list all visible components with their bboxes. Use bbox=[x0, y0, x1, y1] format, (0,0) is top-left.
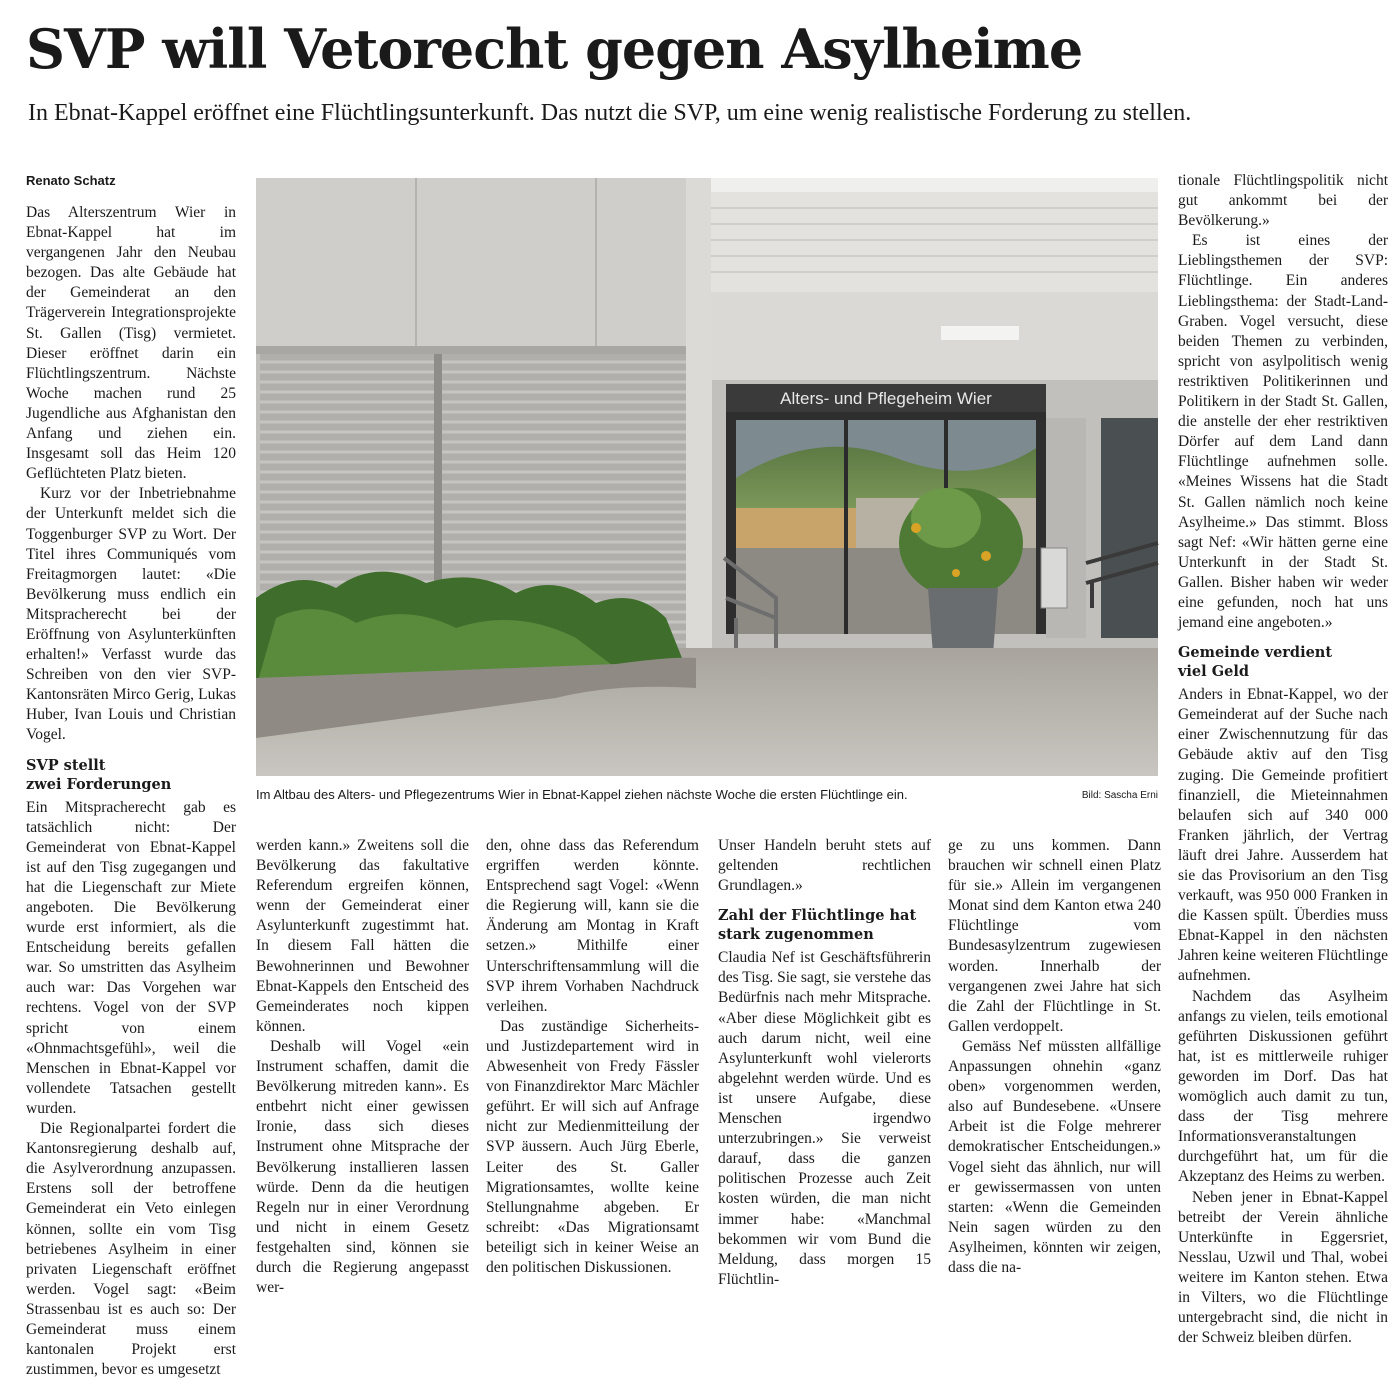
article-column-3 bbox=[486, 836, 699, 1296]
subheading-line: stark zugenommen bbox=[718, 926, 874, 944]
paragraph: Claudia Nef ist Geschäftsführerin des Tisg. Sie sagt, sie verstehe das Bedürfnis nach mehr Mitsprache. «Aber diese Möglichkeit gibt es auch darum nicht, weil eine Asylunterkunft wohl vielerorts abgelehnt werden würde. Und es ist unsere Aufgabe, diese Menschen irgendwo unterzubringen.» Sie verweist darauf, dass die ganzen politischen Prozesse auch Zeit kosten würden, die man nicht immer habe: «Manchmal bekommen wir vom Bund die Meldung, dass morgen 15 Flüchtlin- bbox=[718, 949, 931, 1288]
subheading-line: viel Geld bbox=[1178, 663, 1249, 681]
author-byline: Renato Schatz bbox=[26, 173, 116, 188]
paragraph: Das zuständige Sicherheits- und Justizdepartement wird in Abwesenheit von Fredy Fässler von Finanzdirektor Marc Mächler geführt. Er will sich auf Anfrage nicht zur Medienmitteilung der SVP äussern. Auch Jürg Eberle, Leiter des St. Galler Migrationsamtes, wollte keine Stellungnahme abgeben. Er schreibt: «Das Migrationsamt beteiligt sich in keiner Weise an den politischen Diskussionen. bbox=[486, 1017, 699, 1276]
paragraph: Kurz vor der Inbetriebnahme der Unterkunft meldet sich die Toggenburger SVP zu Wort. Der Titel ihres Communiqués vom Freitagmorgen lautet: «Die Bevölkerung muss endlich ein Mitspracherecht bei der Eröffnung von Asylunterkünften erhalten!» Verfasst wurde das Schreiben von den vier SVP-Kantonsräten Mirco Gerig, Lukas Huber, Ivan Louis und Christian Vogel. bbox=[26, 485, 236, 744]
article-photo bbox=[256, 178, 1158, 776]
paragraph: den, ohne dass das Referendum ergriffen werden könnte. Entsprechend sagt Vogel: «Wenn die Regierung will, kann sie die Änderung am Montag in Kraft setzen.» Mithilfe einer Unterschriftensammlung will die SVP ihrem Vorhaben Nachdruck verleihen. bbox=[486, 837, 699, 1015]
paragraph: Nachdem das Asylheim anfangs zu vielen, teils emotional geführten Diskussionen geführt hat, ist es mittlerweile ruhiger geworden im Dorf. Das hat womöglich auch damit zu tun, dass der Tisg mehrere Informationsveranstaltungen durchgeführt hat, um für die Akzeptanz des Heims zu werben. bbox=[1178, 987, 1388, 1186]
subheading-line: Gemeinde verdient bbox=[1178, 644, 1333, 662]
paragraph: Deshalb will Vogel «ein Instrument schaffen, damit die Bevölkerung mitreden kann». Es entbehrt nicht einer gewissen Ironie, dass sich dieses Instrument ohne Mitsprache der Bevölkerung installieren lassen würde. Denn da die heutigen Regeln nur in einer Verordnung und nicht in einem Gesetz festgehalten sind, können sie durch die Regierung angepasst wer- bbox=[256, 1037, 469, 1297]
paragraph: werden kann.» Zweitens soll die Bevölkerung das fakultative Referendum ergreifen können, wenn der Gemeinderat einer Asylunterkunft zugestimmt hat. In diesem Fall hätten die Bewohnerinnen und Bewohner Ebnat-Kappels den Entscheid des Gemeinderates noch kippen können. bbox=[256, 837, 469, 1035]
subheading bbox=[26, 756, 236, 794]
headline: SVP will Vetorecht gegen Asylheime bbox=[26, 17, 1083, 81]
building-sign: Alters- und Pflegeheim Wier bbox=[780, 389, 992, 408]
paragraph: Es ist eines der Lieblingsthemen der SVP: Flüchtlinge. Ein anderes Lieblingsthema: der Stadt-Land-Graben. Vogel versucht, diese beiden Themen zu verbinden, spricht von asylpolitisch wenig restriktiven Politikerinnen und Politikern in der Stadt St. Gallen, die anstelle der eher restriktiven Dörfer auf dem Land dann Flüchtlinge aufnehmen solle. «Meines Wissens hat die Stadt St. Gallen nämlich noch keine Asylheime.» Das stimmt. Bloss sagt Nef: «Wir hätten gerne eine Unterkunft in der Stadt St. Gallen. Bisher haben wir weder eine gefunden, noch hat uns jemand eine angeboten.» bbox=[1178, 232, 1388, 632]
paragraph: Unser Handeln beruht stets auf geltenden rechtlichen Grundlagen.» bbox=[718, 837, 931, 895]
article-column-5 bbox=[948, 836, 1161, 1296]
subheading-line: Zahl der Flüchtlinge hat bbox=[718, 907, 917, 925]
paragraph: Anders in Ebnat-Kappel, wo der Gemeinderat auf der Suche nach einer Zwischennutzung für das Gebäude aktiv auf den Tisg zuging. Die Gemeinde profitiert finanziell, die Mieteinnahmen belaufen sich auf 340 000 Franken jährlich, der Vertrag läuft drei Jahre. Ausserdem hat sie das Provisorium an den Tisg verkauft, was 950 000 Franken in die Kassen spült. Überdies muss Ebnat-Kappel in den nächsten Jahren keine weiteren Flüchtlinge aufnehmen. bbox=[1178, 686, 1388, 985]
subheading bbox=[718, 906, 931, 944]
article-column-2 bbox=[256, 836, 469, 1296]
paragraph: Die Regionalpartei fordert die Kantonsregierung deshalb auf, die Asylverordnung anzupassen. Erstens soll der betroffene Gemeinderat ein Veto einlegen können, sollte ein vom Tisg betriebenes Asylheim in einer privaten Liegenschaft eröffnet werden. Vogel sagt: «Beim Strassenbau ist es auch so: Der Gemeinderat muss einem kantonalen Projekt erst zustimmen, bevor es umgesetzt bbox=[26, 1120, 236, 1379]
photo-illustration bbox=[256, 178, 1158, 776]
paragraph: Das Alterszentrum Wier in Ebnat-Kappel hat im vergangenen Jahr den Neubau bezogen. Das alte Gebäude hat der Gemeinderat an den Trägerverein Integrationsprojekte St. Gallen (Tisg) vermietet. Dieser eröffnet darin ein Flüchtlingszentrum. Nächste Woche machen rund 25 Jugendliche aus Afghanistan den Anfang und ziehen ein. Insgesamt soll das Heim 120 Geflüchteten Platz bieten. bbox=[26, 204, 236, 483]
article-column-1 bbox=[26, 171, 236, 1379]
photo-credit: Bild: Sascha Erni bbox=[1081, 790, 1158, 801]
subheading-line: zwei Forderungen bbox=[26, 775, 172, 793]
paragraph: ge zu uns kommen. Dann brauchen wir schnell einen Platz für sie.» Allein im vergangenen Monat sind dem Kanton etwa 240 Flüchtlinge vom Bundesasylzentrum zugewiesen worden. Innerhalb der vergangenen zwei Jahre hat sich die Zahl der Flüchtlinge in St. Gallen verdoppelt. bbox=[948, 837, 1161, 1035]
lead-text: In Ebnat-Kappel eröffnet eine Flüchtlingsunterkunft. Das nutzt die SVP, um eine wenig realistische Forderung zu stellen. bbox=[28, 100, 1192, 126]
paragraph: Neben jener in Ebnat-Kappel betreibt der Verein ähnliche Unterkünfte in Eggersriet, Nesslau, Uzwil und Thal, wobei weitere im Kanton stehen. Etwa in Vilters, wo die Flüchtlinge untergebracht sind, die nicht in der Schweiz bleiben dürfen. bbox=[1178, 1188, 1388, 1347]
paragraph: Gemäss Nef müssten allfällige Anpassungen ohnehin «ganz oben» vorgenommen werden, also auf Bundesebene. «Unsere Arbeit ist die Folge mehrerer demokratischer Entscheidungen.» Vogel sieht das ähnlich, nur will er gewissermassen von unten starten: «Wenn die Gemeinden Nein sagen würden zu den Asylheimen, könnten wir zeigen, dass die na- bbox=[948, 1037, 1161, 1276]
photo-caption: Im Altbau des Alters- und Pflegezentrums Wier in Ebnat-Kappel ziehen nächste Woche die ersten Flüchtlinge ein. bbox=[256, 787, 908, 802]
article-column-6 bbox=[1178, 171, 1388, 1347]
subheading-line: SVP stellt bbox=[26, 756, 106, 774]
subheading bbox=[1178, 643, 1388, 681]
article-column-4 bbox=[718, 836, 931, 1296]
paragraph: Ein Mitspracherecht gab es tatsächlich nicht: Der Gemeinderat von Ebnat-Kappel ist auf den Tisg zugegangen und hat die Liegenschaft zur Miete angeboten. Die Bevölkerung wurde erst informiert, als die Entscheidung bereits gefallen war. So umstritten das Asylheim auch war: Das Vorgehen war rechtens. Vogel von der SVP spricht von einem «Ohnmachtsgefühl», weil die Menschen in Ebnat-Kappel vor vollendete Tatsachen gestellt wurden. bbox=[26, 798, 236, 1117]
paragraph: tionale Flüchtlingspolitik nicht gut ankommt bei der Bevölkerung.» bbox=[1178, 172, 1388, 230]
